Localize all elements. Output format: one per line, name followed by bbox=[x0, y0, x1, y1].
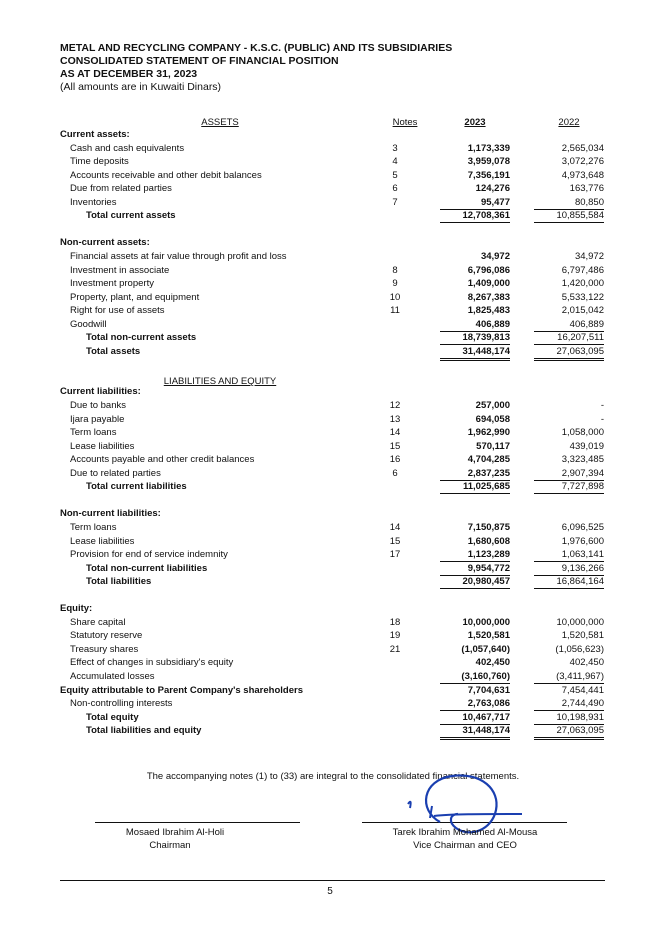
row-label: Provision for end of service indemnity bbox=[70, 549, 228, 560]
value-2023: 7,356,191 bbox=[467, 170, 510, 181]
row-note: 15 bbox=[389, 536, 401, 547]
table-row bbox=[60, 277, 606, 290]
value-2023: 31,448,174 bbox=[440, 724, 510, 740]
total-row bbox=[60, 724, 606, 737]
row-note: 8 bbox=[392, 265, 398, 276]
table-row bbox=[60, 264, 606, 277]
row-label: Total current liabilities bbox=[86, 481, 187, 492]
value-2022: 1,420,000 bbox=[561, 278, 604, 289]
row-note: 11 bbox=[390, 305, 400, 316]
table-row bbox=[60, 467, 606, 480]
value-2022: 6,797,486 bbox=[561, 265, 604, 276]
table-row bbox=[60, 643, 606, 656]
row-label: Statutory reserve bbox=[70, 630, 143, 641]
value-2023: 3,959,078 bbox=[467, 156, 510, 167]
table-row bbox=[60, 182, 606, 195]
row-label: Term loans bbox=[70, 522, 117, 533]
row-label: Accounts receivable and other debit balances bbox=[70, 170, 262, 181]
value-2022: - bbox=[600, 400, 604, 411]
row-note: 6 bbox=[392, 468, 398, 479]
value-2022: 406,889 bbox=[534, 318, 604, 332]
row-note: 14 bbox=[389, 427, 401, 438]
value-2022: 1,520,581 bbox=[561, 630, 604, 641]
table-row bbox=[60, 697, 606, 710]
row-label: Equity: bbox=[60, 603, 93, 614]
value-2023: 10,467,717 bbox=[440, 711, 510, 725]
value-2023: 12,708,361 bbox=[440, 209, 510, 223]
value-2022: 1,063,141 bbox=[534, 548, 604, 562]
section-heading bbox=[60, 128, 606, 141]
table-row bbox=[60, 684, 606, 697]
value-2022: 10,000,000 bbox=[556, 617, 604, 628]
value-2023: 10,000,000 bbox=[462, 617, 510, 628]
value-2023: 9,954,772 bbox=[440, 562, 510, 576]
total-row bbox=[60, 209, 606, 222]
value-2022: 10,198,931 bbox=[534, 711, 604, 725]
row-label: Investment property bbox=[70, 278, 154, 289]
value-2022: 27,063,095 bbox=[534, 724, 604, 740]
table-row bbox=[60, 155, 606, 168]
row-note: 3 bbox=[392, 143, 398, 154]
value-2023: (3,160,760) bbox=[440, 670, 510, 684]
table-row bbox=[60, 318, 606, 331]
row-label: Cash and cash equivalents bbox=[70, 143, 185, 154]
value-2023: 1,520,581 bbox=[467, 630, 510, 641]
row-label: Accounts payable and other credit balances bbox=[70, 454, 255, 465]
row-label: Total assets bbox=[86, 346, 141, 357]
value-2022: 3,323,485 bbox=[561, 454, 604, 465]
row-label: Time deposits bbox=[70, 156, 129, 167]
value-2022: - bbox=[600, 414, 604, 425]
row-note: 18 bbox=[389, 617, 401, 628]
assets-column-header: ASSETS bbox=[201, 117, 239, 128]
value-2023: 31,448,174 bbox=[440, 345, 510, 361]
total-row bbox=[60, 331, 606, 344]
total-row bbox=[60, 345, 606, 358]
chairman-title: Chairman bbox=[149, 840, 191, 851]
value-2022: (1,056,623) bbox=[555, 644, 604, 655]
table-row bbox=[60, 291, 606, 304]
value-2023: 1,825,483 bbox=[467, 305, 510, 316]
statement-title: CONSOLIDATED STATEMENT OF FINANCIAL POSITION bbox=[60, 55, 339, 67]
value-2022: 6,096,525 bbox=[561, 522, 604, 533]
value-2023: 7,150,875 bbox=[467, 522, 510, 533]
row-label: Non-current assets: bbox=[60, 237, 150, 248]
value-2022: 7,454,441 bbox=[561, 685, 604, 696]
row-label: Share capital bbox=[70, 617, 126, 628]
row-label: Accumulated losses bbox=[70, 671, 155, 682]
value-2022: 9,136,266 bbox=[534, 562, 604, 576]
value-2023: 4,704,285 bbox=[467, 454, 510, 465]
row-label: Investment in associate bbox=[70, 265, 170, 276]
value-2023: 1,680,608 bbox=[467, 536, 510, 547]
row-label: Current assets: bbox=[60, 129, 130, 140]
value-2023: 2,837,235 bbox=[440, 467, 510, 481]
row-note: 14 bbox=[389, 522, 401, 533]
table-row bbox=[60, 616, 606, 629]
value-2022: 2,015,042 bbox=[561, 305, 604, 316]
value-2022: 10,855,584 bbox=[534, 209, 604, 223]
row-label: Lease liabilities bbox=[70, 536, 135, 547]
value-2023: 1,123,289 bbox=[440, 548, 510, 562]
row-label: Equity attributable to Parent Company's shareholders bbox=[60, 685, 303, 696]
value-2023: 570,117 bbox=[476, 441, 510, 452]
row-note: 4 bbox=[392, 156, 398, 167]
notes-column-header: Notes bbox=[392, 117, 418, 128]
value-2022: 2,744,490 bbox=[534, 697, 604, 711]
section-heading bbox=[60, 385, 606, 398]
row-label: Total equity bbox=[86, 712, 139, 723]
table-row bbox=[60, 535, 606, 548]
value-2022: 16,864,164 bbox=[534, 575, 604, 589]
row-note: 15 bbox=[389, 441, 401, 452]
row-note: 7 bbox=[392, 197, 398, 208]
value-2022: 3,072,276 bbox=[561, 156, 604, 167]
row-label: Ijara payable bbox=[70, 414, 125, 425]
company-name: METAL AND RECYCLING COMPANY - K.S.C. (PUBLIC) AND ITS SUBSIDIARIES bbox=[60, 42, 453, 54]
value-2023: 34,972 bbox=[480, 251, 510, 262]
table-row bbox=[60, 196, 606, 209]
table-row bbox=[60, 629, 606, 642]
value-2023: 6,796,086 bbox=[467, 265, 510, 276]
row-note: 9 bbox=[392, 278, 398, 289]
value-2023: 257,000 bbox=[475, 400, 510, 411]
bottom-rule bbox=[60, 880, 605, 881]
value-2023: 1,962,990 bbox=[467, 427, 510, 438]
value-2022: 2,907,394 bbox=[534, 467, 604, 481]
value-2023: 20,980,457 bbox=[440, 575, 510, 589]
total-row bbox=[60, 562, 606, 575]
row-note: 21 bbox=[389, 644, 401, 655]
row-note: 13 bbox=[389, 414, 401, 425]
row-label: Total non-current liabilities bbox=[86, 563, 208, 574]
total-row bbox=[60, 575, 606, 588]
row-note: 12 bbox=[389, 400, 401, 411]
table-row bbox=[60, 548, 606, 561]
row-label: Total liabilities bbox=[86, 576, 152, 587]
value-2023: 2,763,086 bbox=[440, 697, 510, 711]
row-note: 19 bbox=[389, 630, 401, 641]
row-label: Non-current liabilities: bbox=[60, 508, 161, 519]
value-2022: 439,019 bbox=[569, 441, 604, 452]
row-label: Property, plant, and equipment bbox=[70, 292, 200, 303]
table-row bbox=[60, 440, 606, 453]
table-row bbox=[60, 169, 606, 182]
value-2023: 406,889 bbox=[440, 318, 510, 332]
row-label: Goodwill bbox=[70, 319, 107, 330]
value-2022: 27,063,095 bbox=[534, 345, 604, 361]
signature-line-left bbox=[95, 822, 300, 823]
table-row bbox=[60, 656, 606, 669]
value-2022: 1,976,600 bbox=[561, 536, 604, 547]
row-note: 10 bbox=[389, 292, 401, 303]
value-2022: 4,973,648 bbox=[561, 170, 604, 181]
row-label: Total current assets bbox=[86, 210, 176, 221]
vice-chairman-title: Vice Chairman and CEO bbox=[413, 840, 517, 851]
row-label: Current liabilities: bbox=[60, 386, 141, 397]
value-2022: 5,533,122 bbox=[561, 292, 604, 303]
value-2023: 11,025,685 bbox=[440, 480, 510, 494]
currency-note: (All amounts are in Kuwaiti Dinars) bbox=[60, 81, 222, 93]
chairman-name: Mosaed Ibrahim Al-Holi bbox=[125, 827, 225, 838]
row-note: 16 bbox=[389, 454, 401, 465]
page-number: 5 bbox=[327, 886, 333, 897]
table-row bbox=[60, 521, 606, 534]
statement-footnote: The accompanying notes (1) to (33) are integral to the consolidated financial statements. bbox=[146, 771, 520, 782]
row-note: 17 bbox=[389, 549, 401, 560]
value-2022: 402,450 bbox=[569, 657, 604, 668]
value-2022: 80,850 bbox=[534, 196, 604, 210]
value-2023: 18,739,813 bbox=[440, 331, 510, 345]
section-heading bbox=[60, 236, 606, 249]
table-row bbox=[60, 142, 606, 155]
statement-date: AS AT DECEMBER 31, 2023 bbox=[60, 68, 198, 80]
table-row bbox=[60, 426, 606, 439]
row-label: Treasury shares bbox=[70, 644, 139, 655]
value-2023: (1,057,640) bbox=[461, 644, 510, 655]
liabilities-equity-heading: LIABILITIES AND EQUITY bbox=[163, 376, 277, 387]
section-heading bbox=[60, 507, 606, 520]
table-row bbox=[60, 670, 606, 683]
row-label: Due to related parties bbox=[70, 468, 161, 479]
value-2022: 16,207,511 bbox=[534, 331, 604, 345]
value-2023: 694,058 bbox=[475, 414, 510, 425]
table-row bbox=[60, 250, 606, 263]
year-2023-column-header: 2023 bbox=[464, 117, 486, 128]
value-2022: 2,565,034 bbox=[561, 143, 604, 154]
total-row bbox=[60, 711, 606, 724]
row-note: 5 bbox=[392, 170, 398, 181]
table-row bbox=[60, 399, 606, 412]
value-2023: 95,477 bbox=[440, 196, 510, 210]
value-2022: 1,058,000 bbox=[561, 427, 604, 438]
value-2023: 1,173,339 bbox=[467, 143, 510, 154]
value-2022: 163,776 bbox=[569, 183, 604, 194]
table-row bbox=[60, 453, 606, 466]
year-2022-column-header: 2022 bbox=[558, 117, 580, 128]
section-heading bbox=[60, 602, 606, 615]
row-label: Inventories bbox=[70, 197, 117, 208]
row-label: Effect of changes in subsidiary's equity bbox=[70, 657, 234, 668]
row-label: Total liabilities and equity bbox=[86, 725, 202, 736]
row-label: Due to banks bbox=[70, 400, 126, 411]
value-2023: 402,450 bbox=[475, 657, 510, 668]
row-label: Lease liabilities bbox=[70, 441, 135, 452]
value-2022: (3,411,967) bbox=[534, 670, 604, 684]
total-row bbox=[60, 480, 606, 493]
row-label: Financial assets at fair value through profit and loss bbox=[70, 251, 287, 262]
row-label: Right for use of assets bbox=[70, 305, 165, 316]
value-2023: 7,704,631 bbox=[467, 685, 510, 696]
value-2023: 124,276 bbox=[475, 183, 510, 194]
table-row bbox=[60, 413, 606, 426]
value-2023: 1,409,000 bbox=[467, 278, 510, 289]
row-label: Due from related parties bbox=[70, 183, 172, 194]
row-label: Non-controlling interests bbox=[70, 698, 173, 709]
vice-chairman-name: Tarek Ibrahim Mohamed Al-Mousa bbox=[392, 827, 538, 838]
row-label: Total non-current assets bbox=[86, 332, 197, 343]
value-2023: 8,267,383 bbox=[467, 292, 510, 303]
row-note: 6 bbox=[392, 183, 398, 194]
value-2022: 34,972 bbox=[574, 251, 604, 262]
value-2022: 7,727,898 bbox=[534, 480, 604, 494]
row-label: Term loans bbox=[70, 427, 117, 438]
table-row bbox=[60, 304, 606, 317]
